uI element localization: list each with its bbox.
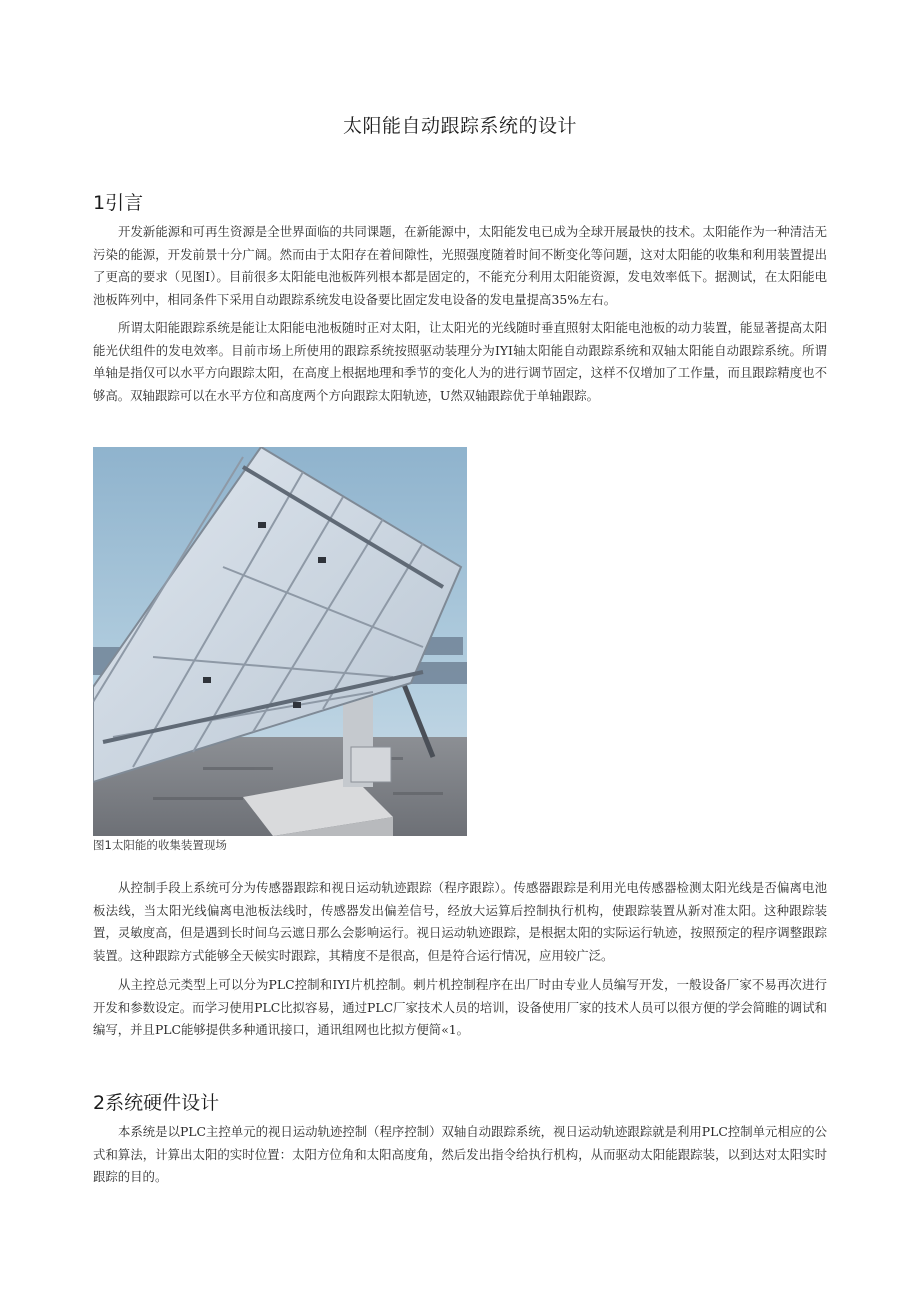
section-heading-intro: 1引言	[93, 192, 144, 214]
solar-tracker-photo	[93, 447, 467, 836]
paragraph: 开发新能源和可再生资源是全世界面临的共同课题，在新能源中，太阳能发电已成为全球开展最快的技术。太阳能作为一种清洁无污染的能源，开发前景十分广阔。然而由于太阳存在着间隙性，光照强度随着时间不断变化等问题，这对太阳能的收集和利用装置提出了更高的要求（见图I）。目前很多太阳能电池板阵列根本都是固定的，不能充分利用太阳能资源，发电效率低下。据测试，在太阳能电池板阵列中，相同条件下采用自动跟踪系统发电设备要比固定发电设备的发电量提高35%左右。	[93, 224, 827, 307]
section-heading-hardware: 2系统硬件设计	[93, 1092, 220, 1114]
paragraph: 所谓太阳能跟踪系统是能让太阳能电池板随时正对太阳，让太阳光的光线随时垂直照射太阳能电池板的动力装置，能显著提高太阳能光伏组件的发电效率。目前市场上所使用的跟踪系统按照驱动装理分为IYI轴太阳能自动跟踪系统和双轴太阳能自动跟踪系统。所谓单轴是指仅可以水平方向跟踪太阳，在高度上根据地理和季节的变化人为的进行调节固定，这样不仅增加了工作量，而且跟踪精度也不够高。双轴跟踪可以在水平方位和高度两个方向跟踪太阳轨迹，U然双轴跟踪优于单轴跟踪。	[93, 320, 827, 403]
document-title: 太阳能自动跟踪系统的设计	[342, 115, 577, 137]
paragraph: 从主控总元类型上可以分为PLC控制和IYI片机控制。剌片机控制程序在出厂时由专业人员编写开发，一般设备厂家不易再次进行开发和参数设定。而学习使用PLC比拟容易，通过PLC厂家技术人员的培训，设备使用厂家的技术人员可以很方便的学会简睢的调试和编写，并且PLC能够提供多种通讯接口，通讯组网也比拟方便简«1。	[93, 977, 827, 1038]
figure-caption: 图1太阳能的收集装置现场	[93, 838, 227, 852]
paragraph: 从控制手段上系统可分为传感器跟踪和视日运动轨迹跟踪（程序跟踪）。传感器跟踪是利用光电传感器检测太阳光线是否偏离电池板法线，当太阳光线偏离电池板法线时，传感器发出偏差信号，经放大运算后控制执行机构，使跟踪装置从新对准太阳。这种跟踪装置，灵敏度高，但是遇到长时间乌云遮日那么会影响运行。视日运动轨迹跟踪，是根据太阳的实际运行轨迹，按照预定的程序调整跟踪装置。这种跟踪方式能够全天候实时跟踪，其精度不是很高，但是符合运行情况，应用较广泛。	[93, 880, 827, 963]
paragraph: 本系统是以PLC主控单元的视日运动轨迹控制（程序控制）双轴自动跟踪系统，视日运动轨迹跟踪就是利用PLC控制单元相应的公式和算法，计算出太阳的实时位置：太阳方位角和太阳高度角，然后发出指令给执行机构，从而驱动太阳能跟踪装，以到达对太阳实时跟踪的目的。	[93, 1124, 827, 1185]
